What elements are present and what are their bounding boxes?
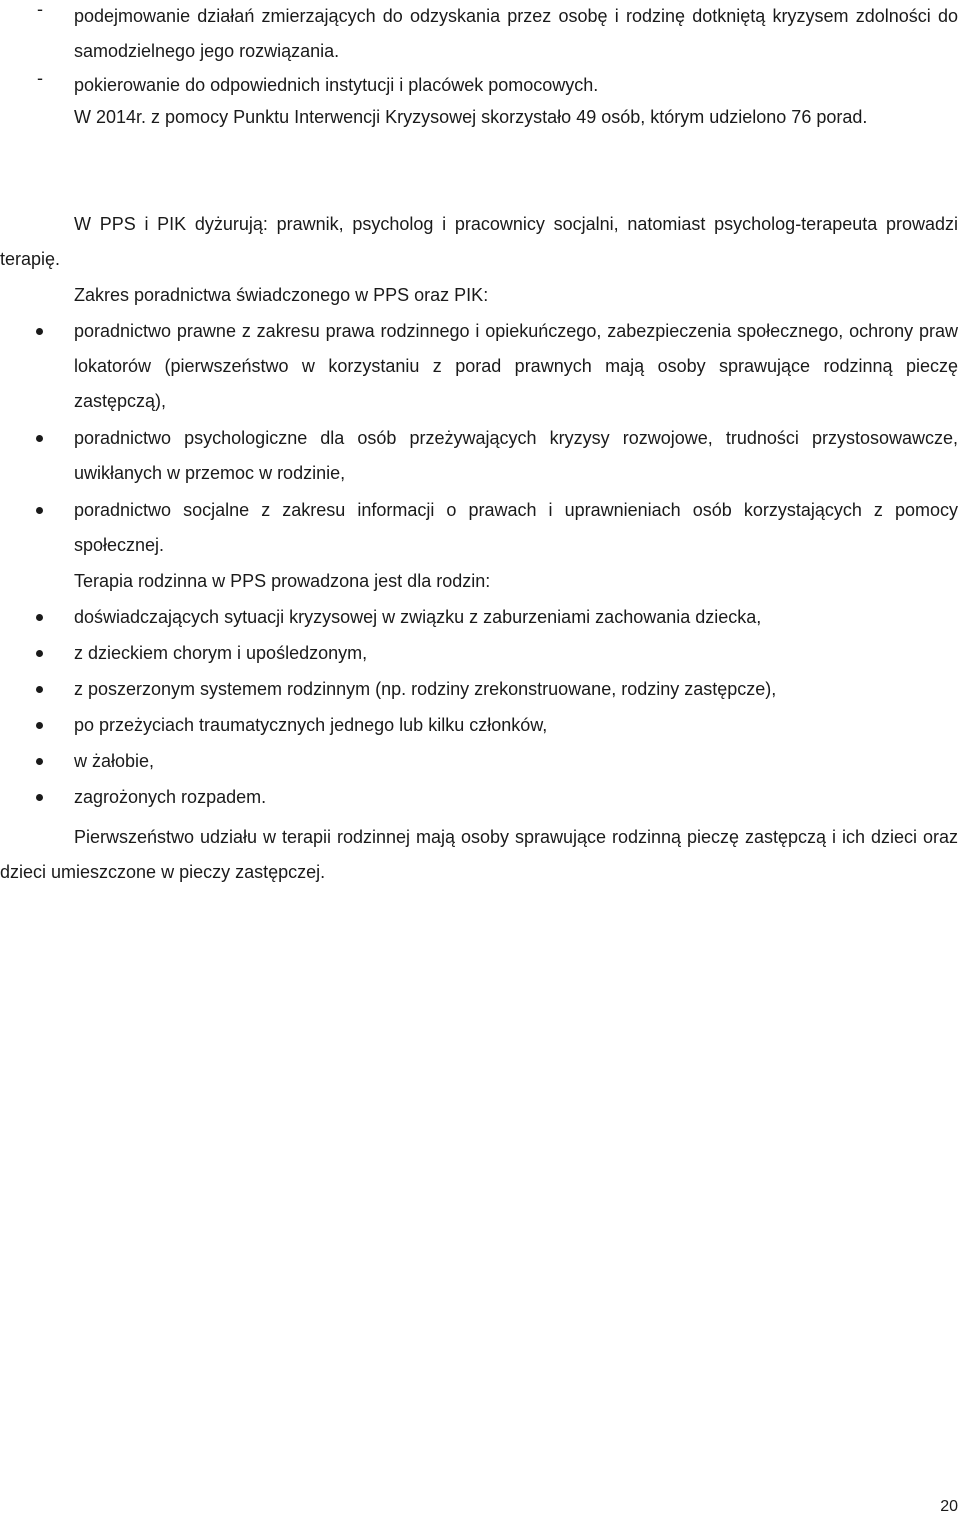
list-item-text: z poszerzonym systemem rodzinnym (np. rodziny zrekonstruowane, rodziny zastępcze), xyxy=(74,679,777,699)
scope-list xyxy=(0,314,958,563)
paragraph-text: Pierwszeństwo udziału w terapii rodzinnej mają osoby sprawujące rodzinną pieczę zastępczą i ich dzieci oraz dzieci umieszczone w pieczy zastępczej. xyxy=(0,827,958,882)
dash-list-item xyxy=(0,0,958,69)
list-item-text: po przeżyciach traumatycznych jednego lub kilku członków, xyxy=(74,715,548,735)
bullet-icon xyxy=(36,722,43,729)
list-item xyxy=(0,600,958,635)
paragraph-text: W 2014r. z pomocy Punktu Interwencji Kryzysowej skorzystało 49 osób, którym udzielono 76 porad. xyxy=(74,107,868,127)
list-item-text: poradnictwo prawne z zakresu prawa rodzinnego i opiekuńczego, zabezpieczenia społecznego, ochrony praw lokatorów (pierwszeństwo w korzystaniu z porad prawnych mają osoby sprawujące rodzinną pieczę zastępczą), xyxy=(74,321,958,411)
list-item-text: z dzieckiem chorym i upośledzonym, xyxy=(74,643,368,663)
paragraph-crisis-stats xyxy=(0,100,958,135)
bullet-icon xyxy=(36,328,43,335)
list-item xyxy=(0,493,958,563)
list-item-text: zagrożonych rozpadem. xyxy=(74,787,267,807)
bullet-icon xyxy=(36,758,43,765)
list-item xyxy=(0,744,958,779)
bullet-icon xyxy=(36,435,43,442)
therapy-heading: Terapia rodzinna w PPS prowadzona jest dla rodzin: xyxy=(74,571,491,591)
list-item xyxy=(0,672,958,707)
dash-item-text: pokierowanie do odpowiednich instytucji i placówek pomocowych. xyxy=(74,75,599,95)
dash-list-item xyxy=(0,68,958,103)
dash-marker: - xyxy=(37,0,43,19)
scope-heading: Zakres poradnictwa świadczonego w PPS oraz PIK: xyxy=(74,285,489,305)
list-item-text: doświadczających sytuacji kryzysowej w związku z zaburzeniami zachowania dziecka, xyxy=(74,607,762,627)
paragraph-duty-staff xyxy=(0,207,958,277)
page-number: 20 xyxy=(940,1498,958,1515)
bullet-icon xyxy=(36,686,43,693)
bullet-icon xyxy=(36,650,43,657)
paragraph-priority xyxy=(0,820,958,890)
list-item xyxy=(0,314,958,419)
list-item-text: w żałobie, xyxy=(74,751,155,771)
paragraph-text: W PPS i PIK dyżurują: prawnik, psycholog i pracownicy socjalni, natomiast psycholog-terapeuta prowadzi terapię. xyxy=(0,214,958,269)
bullet-icon xyxy=(36,507,43,514)
list-item xyxy=(0,421,958,491)
dash-item-text: podejmowanie działań zmierzających do odzyskania przez osobę i rodzinę dotkniętą kryzysem zdolności do samodzielnego jego rozwiązania. xyxy=(74,6,958,61)
therapy-list xyxy=(0,600,958,815)
bullet-icon xyxy=(36,794,43,801)
list-item xyxy=(0,636,958,671)
list-item xyxy=(0,780,958,815)
bullet-icon xyxy=(36,614,43,621)
list-item-text: poradnictwo psychologiczne dla osób przeżywających kryzysy rozwojowe, trudności przystosowawcze, uwikłanych w przemoc w rodzinie, xyxy=(74,428,958,483)
list-item-text: poradnictwo socjalne z zakresu informacji o prawach i uprawnieniach osób korzystających z pomocy społecznej. xyxy=(74,500,958,555)
list-item xyxy=(0,708,958,743)
dash-marker: - xyxy=(37,68,43,88)
